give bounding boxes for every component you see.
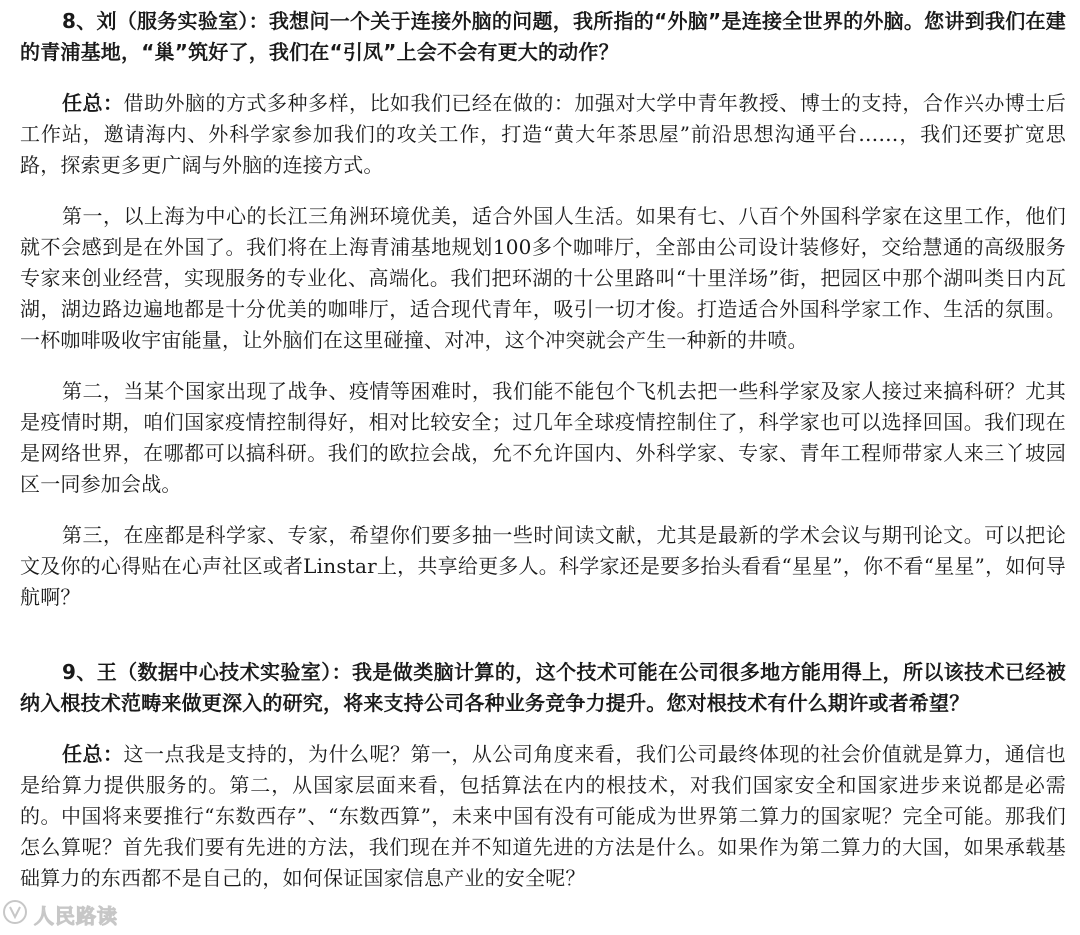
answer-8-point-2: 第二，当某个国家出现了战争、疫情等困难时，我们能不能包个飞机去把一些科学家及家人接过来搞科研？尤其是疫情时期，咱们国家疫情控制得好，相对比较安全；过几年全球疫情控制住了，科学家也可以选择回国。我们现在是网络世界，在哪都可以搞科研。我们的欧拉会战，允不允许国内、外科学家、专家、青年工程师带家人来三丫坡园区一同参加会战。 bbox=[20, 379, 1066, 496]
answer-9 bbox=[20, 739, 1066, 894]
question-8: 8、刘（服务实验室）：我想问一个关于连接外脑的问题，我所指的“外脑”是连接全世界的外脑。您讲到我们在建的青浦基地，“巢”筑好了，我们在“引凤”上会不会有更大的动作？ bbox=[20, 9, 1066, 64]
speaker-label: 任总： bbox=[62, 742, 124, 766]
answer-8-intro bbox=[20, 88, 1066, 181]
answer-9-text: 这一点我是支持的，为什么呢？第一，从公司角度来看，我们公司最终体现的社会价值就是算力，通信也是给算力提供服务的。第二，从国家层面来看，包括算法在内的根技术，对我们国家安全和国家进步来说都是必需的。中国将来要推行“东数西存”、“东数西算”，未来中国有没有可能成为世界第二算力的国家呢？完全可能。那我们怎么算呢？首先我们要有先进的方法，我们现在并不知道先进的方法是什么。如果作为第二算力的大国，如果承载基础算力的东西都不是自己的，如何保证国家信息产业的安全呢？ bbox=[20, 742, 1066, 890]
logo-mark-icon bbox=[2, 899, 28, 929]
watermark bbox=[2, 899, 118, 929]
watermark-text: 人民路读 bbox=[34, 903, 118, 928]
answer-8-point-3: 第三，在座都是科学家、专家，希望你们要多抽一些时间读文献，尤其是最新的学术会议与期刊论文。可以把论文及你的心得贴在心声社区或者Linstar上，共享给更多人。科学家还是要多抬头看看“星星”，你不看“星星”，如何导航啊？ bbox=[20, 523, 1066, 609]
answer-8-intro-text: 借助外脑的方式多种多样，比如我们已经在做的：加强对大学中青年教授、博士的支持，合作兴办博士后工作站，邀请海内、外科学家参加我们的攻关工作，打造“黄大年茶思屋”前沿思想沟通平台……，我们还要扩宽思路，探索更多更广阔与外脑的连接方式。 bbox=[20, 91, 1066, 177]
speaker-label: 任总： bbox=[62, 91, 124, 115]
question-9: 9、王（数据中心技术实验室）：我是做类脑计算的，这个技术可能在公司很多地方能用得上，所以该技术已经被纳入根技术范畴来做更深入的研究，将来支持公司各种业务竞争力提升。您对根技术有什么期许或者希望？ bbox=[20, 660, 1066, 715]
answer-8-point-1: 第一，以上海为中心的长江三角洲环境优美，适合外国人生活。如果有七、八百个外国科学家在这里工作，他们就不会感到是在外国了。我们将在上海青浦基地规划100多个咖啡厅，全部由公司设计装修好，交给慧通的高级服务专家来创业经营，实现服务的专业化、高端化。我们把环湖的十公里路叫“十里洋场”街，把园区中那个湖叫类日内瓦湖，湖边路边遍地都是十分优美的咖啡厅，适合现代青年，吸引一切才俊。打造适合外国科学家工作、生活的氛围。一杯咖啡吸收宇宙能量，让外脑们在这里碰撞、对冲，这个冲突就会产生一种新的井喷。 bbox=[20, 204, 1066, 352]
